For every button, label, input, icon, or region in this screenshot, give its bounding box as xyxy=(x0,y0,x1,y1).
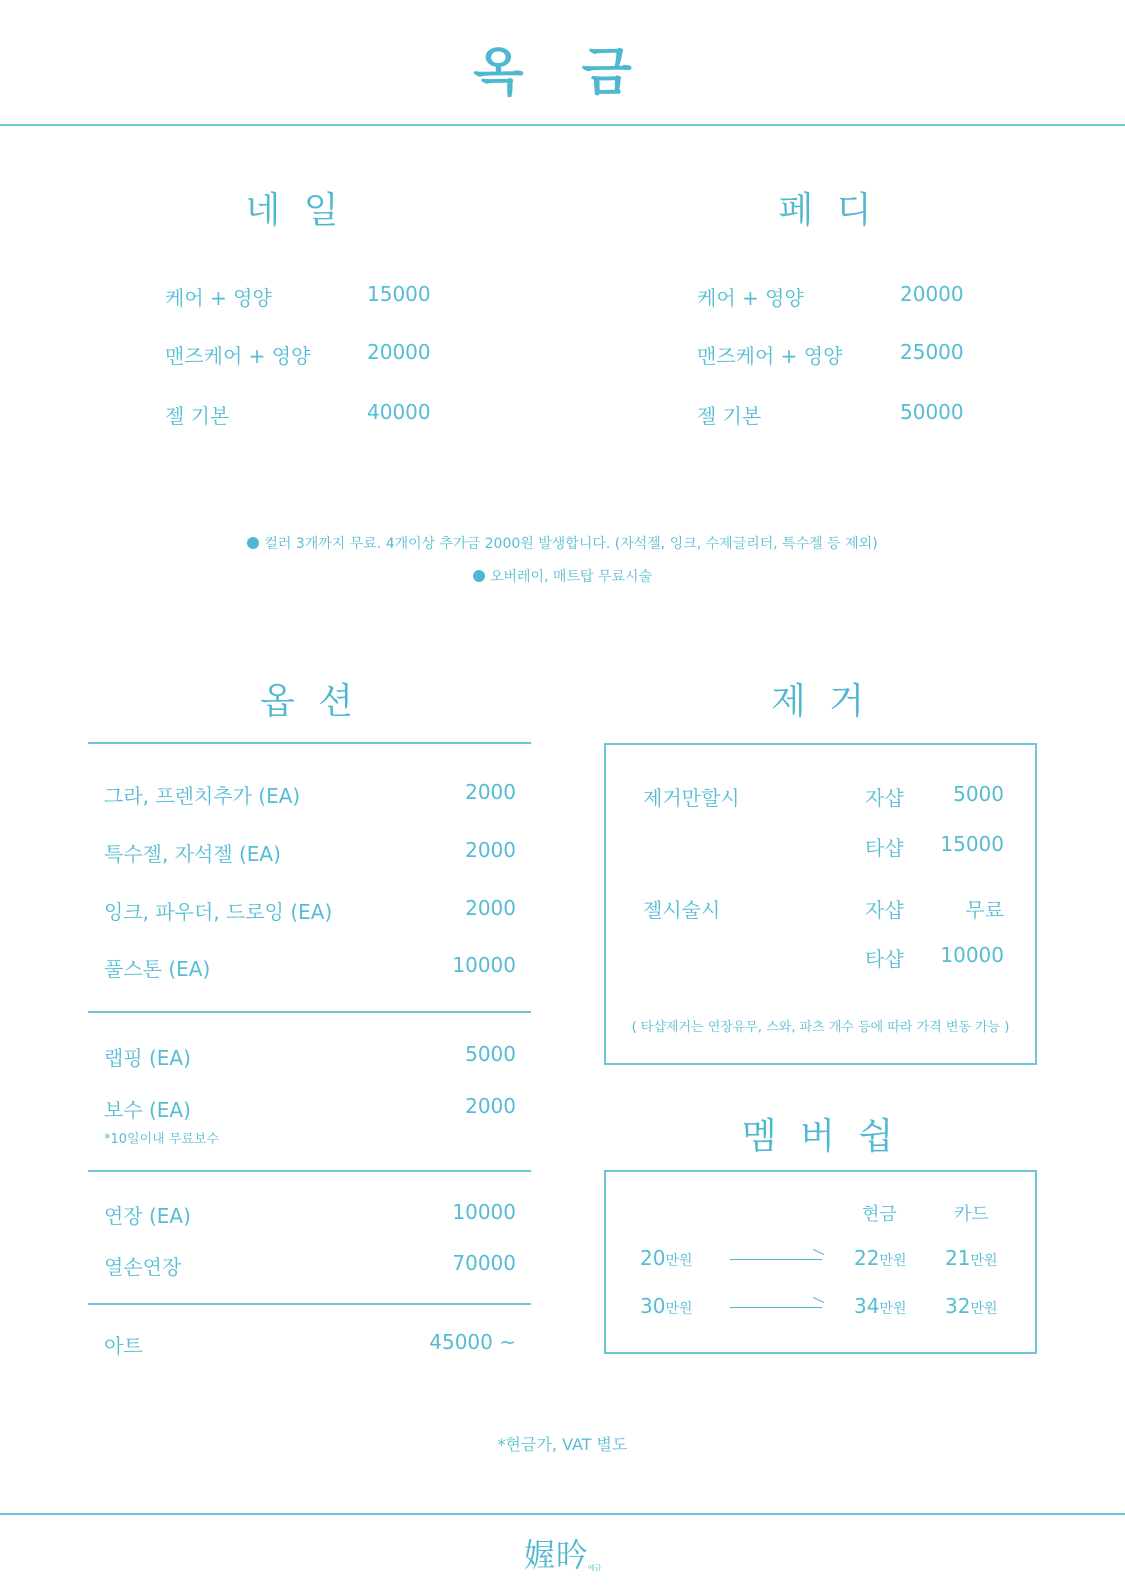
overlay-note-text: 오버레이, 매트탑 무료시술 xyxy=(489,569,653,585)
option-label: 열손연장 xyxy=(104,1255,182,1279)
pedi-item-price: 25000 xyxy=(900,340,964,364)
nail-item-label: 젤 기본 xyxy=(165,404,230,428)
option-price: 10000 xyxy=(452,1200,516,1224)
nail-heading: 네 일 xyxy=(245,190,345,231)
membership-cash-value: 34만원 xyxy=(854,1294,907,1318)
title-divider xyxy=(0,124,1125,126)
options-divider xyxy=(88,1170,531,1172)
page-title: 옥 금 xyxy=(473,43,652,103)
membership-amount: 20만원 xyxy=(640,1246,693,1270)
pedi-item-label: 케어 + 영양 xyxy=(697,286,804,310)
nail-item-label: 맨즈케어 + 영양 xyxy=(165,344,311,368)
options-heading: 옵 션 xyxy=(260,681,359,722)
pedi-item-price: 50000 xyxy=(900,400,964,424)
footer-logo-text: 媉昑 xyxy=(523,1536,588,1574)
removal-price: 무료 xyxy=(965,898,1004,922)
removal-heading: 제 거 xyxy=(771,681,870,722)
pedi-heading: 페 디 xyxy=(778,190,878,231)
footer-logo-small: 예금 xyxy=(587,1564,602,1572)
nail-item-label: 케어 + 영양 xyxy=(165,286,272,310)
pedi-item-price: 20000 xyxy=(900,282,964,306)
option-label: 잉크, 파우더, 드로잉 (EA) xyxy=(104,900,333,924)
option-price: 2000 xyxy=(465,838,516,862)
art-label: 아트 xyxy=(104,1334,143,1358)
membership-card-value: 32만원 xyxy=(945,1294,998,1318)
repair-subnote: *10일이내 무료보수 xyxy=(104,1132,220,1147)
membership-col-cash: 현금 xyxy=(862,1204,897,1225)
removal-case: 젤시술시 xyxy=(643,898,721,922)
removal-type: 자샵 xyxy=(865,786,904,810)
arrow-right-icon xyxy=(730,1307,822,1308)
option-label: 특수젤, 자석젤 (EA) xyxy=(104,842,281,866)
membership-heading: 멤 버 쉽 xyxy=(741,1116,900,1157)
option-label: 풀스톤 (EA) xyxy=(104,957,211,981)
nail-item-price: 40000 xyxy=(367,400,431,424)
removal-type: 타샵 xyxy=(865,947,904,971)
removal-price: 10000 xyxy=(940,943,1004,967)
options-divider xyxy=(88,1011,531,1013)
removal-type: 타샵 xyxy=(865,836,904,860)
vat-note: *현금가, VAT 별도 xyxy=(497,1435,628,1454)
nail-item-price: 20000 xyxy=(367,340,431,364)
option-label: 그라, 프렌치추가 (EA) xyxy=(104,784,301,808)
removal-price: 5000 xyxy=(953,782,1004,806)
option-price: 5000 xyxy=(465,1042,516,1066)
arrow-right-icon xyxy=(730,1259,822,1260)
option-label: 랩핑 (EA) xyxy=(104,1046,191,1070)
membership-amount: 30만원 xyxy=(640,1294,693,1318)
color-note-text: 컬러 3개까지 무료. 4개이상 추가금 2000원 발생합니다. (자석젤, 잉크, 수제글리터, 특수젤 등 제외) xyxy=(264,536,878,552)
membership-card-value: 21만원 xyxy=(945,1246,998,1270)
bullet-dot-icon xyxy=(247,537,259,549)
footer-logo xyxy=(0,1530,1125,1576)
nail-item-price: 15000 xyxy=(367,282,431,306)
pedi-item-label: 맨즈케어 + 영양 xyxy=(697,344,843,368)
bullet-dot-icon xyxy=(473,570,485,582)
removal-case: 제거만할시 xyxy=(643,786,740,810)
art-price: 45000 ~ xyxy=(429,1330,516,1354)
options-divider xyxy=(88,742,531,744)
membership-col-card: 카드 xyxy=(954,1204,989,1225)
removal-note: ( 타샵제거는 연장유무, 스와, 파츠 개수 등에 따라 가격 변동 가능 ) xyxy=(631,1020,1010,1035)
membership-cash-value: 22만원 xyxy=(854,1246,907,1270)
option-price: 2000 xyxy=(465,896,516,920)
option-price: 70000 xyxy=(452,1251,516,1275)
removal-price: 15000 xyxy=(940,832,1004,856)
color-note xyxy=(0,533,1125,553)
removal-type: 자샵 xyxy=(865,898,904,922)
options-divider xyxy=(88,1303,531,1305)
footer-divider xyxy=(0,1513,1125,1515)
option-label: 보수 (EA) xyxy=(104,1098,191,1122)
overlay-note xyxy=(0,566,1125,586)
option-price: 2000 xyxy=(465,1094,516,1118)
option-label: 연장 (EA) xyxy=(104,1204,191,1228)
option-price: 10000 xyxy=(452,953,516,977)
option-price: 2000 xyxy=(465,780,516,804)
pedi-item-label: 젤 기본 xyxy=(697,404,762,428)
